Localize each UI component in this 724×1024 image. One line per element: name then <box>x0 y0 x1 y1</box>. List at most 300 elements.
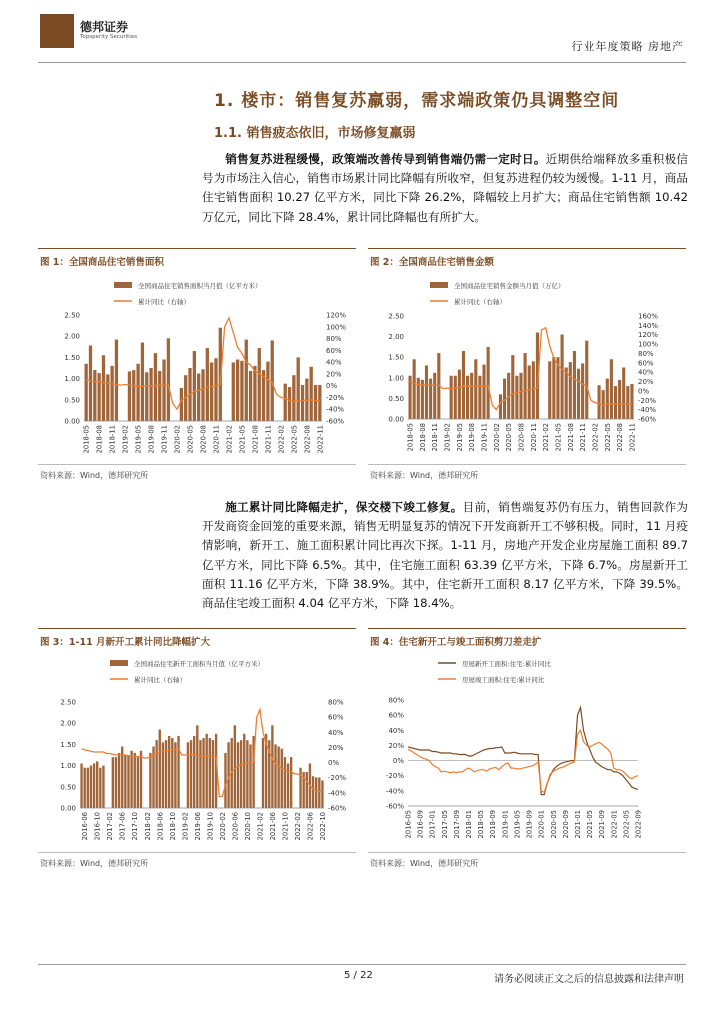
x-tick-label: 2022-02 <box>591 423 600 452</box>
y-right-tick-label: 40% <box>638 368 654 377</box>
y-tick-label: 60% <box>388 711 404 720</box>
x-tick-label: 2019-02 <box>121 425 130 454</box>
bar <box>598 385 601 419</box>
fig2-bottom-rule <box>368 464 686 465</box>
x-tick-label: 2017-05 <box>440 810 449 839</box>
bar <box>271 340 274 421</box>
y-right-tick-label: -40% <box>326 405 345 414</box>
bar <box>561 335 564 419</box>
bar <box>137 757 139 808</box>
x-tick-label: 2020-11 <box>529 423 538 452</box>
y-right-tick-label: -60% <box>328 804 347 813</box>
bar <box>290 757 292 808</box>
bar <box>618 380 621 419</box>
x-tick-label: 2020-09 <box>561 810 570 839</box>
y-left-tick-label: 2.50 <box>388 312 404 321</box>
bar <box>474 359 477 419</box>
paragraph-sales-body: 近期供给端释放多重积极信号为市场注入信心，销售市场累计同比降幅有所收窄，但复苏进程仍较为缓慢。1-11 月，商品住宅销售面积 10.27 亿平方米，同比下降 26.2%，降幅较上月扩大；商品住宅销售额 10.42 万亿元，同比下降 28.4%，累计同比降幅也有所扩大。 <box>202 152 688 224</box>
bar <box>237 742 239 808</box>
bar <box>96 761 98 808</box>
y-right-tick-label: -40% <box>328 789 347 798</box>
bar <box>299 768 301 808</box>
x-tick-label: 2020-11 <box>212 425 221 454</box>
x-tick-label: 2020-05 <box>186 425 195 454</box>
bar <box>281 749 283 808</box>
bar <box>470 373 473 419</box>
cumulative-yoy-line <box>82 710 323 797</box>
y-left-tick-label: 0.00 <box>388 415 404 424</box>
y-tick-label: 20% <box>388 741 404 750</box>
bar <box>314 385 317 421</box>
y-right-tick-label: -20% <box>638 396 657 405</box>
bar <box>140 751 142 808</box>
x-tick-label: 2021-01 <box>573 810 582 839</box>
x-tick-label: 2018-05 <box>82 425 91 454</box>
footer-divider <box>38 964 686 965</box>
bar <box>201 369 204 421</box>
bar <box>158 371 161 421</box>
fig2-title: 图 2：全国商品住宅销售金额 <box>370 257 494 268</box>
x-tick-label: 2018-05 <box>406 423 415 452</box>
bar <box>162 742 164 808</box>
bar <box>482 365 485 419</box>
fig2-top-rule <box>368 248 686 249</box>
bar <box>202 738 204 808</box>
y-left-tick-label: 1.00 <box>388 374 404 383</box>
x-tick-label: 2020-10 <box>243 812 252 841</box>
series-line <box>408 730 638 792</box>
x-tick-label: 2022-02 <box>293 812 302 841</box>
bar <box>585 341 588 419</box>
bar <box>466 376 469 419</box>
bar <box>136 364 139 421</box>
bar <box>262 738 264 808</box>
bar <box>499 394 502 419</box>
legend-swatch-bar <box>430 282 448 288</box>
bar <box>312 776 314 808</box>
bar <box>84 768 86 808</box>
page-number: 5 / 22 <box>344 970 373 981</box>
y-left-tick-label: 0.00 <box>60 804 76 813</box>
bar <box>318 777 320 808</box>
bar <box>569 362 572 419</box>
bar <box>487 347 490 419</box>
x-tick-label: 2022-10 <box>318 812 327 841</box>
x-tick-label: 2016-10 <box>93 812 102 841</box>
x-tick-label: 2020-05 <box>505 423 514 452</box>
legend-swatch-bar <box>114 282 132 288</box>
bar <box>450 376 453 419</box>
bar <box>234 725 236 808</box>
bar <box>413 359 416 419</box>
x-tick-label: 2021-08 <box>566 423 575 452</box>
bar <box>277 747 279 808</box>
fig3-top-rule <box>38 628 356 629</box>
y-right-tick-label: -20% <box>328 774 347 783</box>
bar <box>128 371 131 421</box>
logo-subtitle: Topsperity Securities <box>80 34 138 40</box>
y-right-tick-label: -60% <box>638 415 657 424</box>
bar <box>127 755 129 808</box>
y-right-tick-label: 40% <box>326 358 342 367</box>
x-tick-label: 2021-02 <box>256 812 265 841</box>
y-left-tick-label: 0.00 <box>64 417 80 426</box>
x-tick-label: 2022-01 <box>610 810 619 839</box>
bar <box>210 362 213 421</box>
fig1-bottom-rule <box>38 464 356 465</box>
bar <box>212 740 214 808</box>
x-tick-label: 2019-10 <box>206 812 215 841</box>
y-right-tick-label: 20% <box>326 370 342 379</box>
fig1-top-rule <box>38 248 356 249</box>
bar <box>177 736 179 808</box>
bar <box>159 730 161 808</box>
bar <box>524 353 527 419</box>
bar <box>577 369 580 419</box>
bar <box>614 386 617 419</box>
y-left-tick-label: 2.00 <box>388 333 404 342</box>
bar <box>240 361 243 421</box>
x-tick-label: 2017-09 <box>452 810 461 839</box>
bar <box>321 780 323 808</box>
bar <box>124 755 126 808</box>
bar <box>292 375 295 421</box>
footer-disclaimer: 请务必阅读正文之后的信息披露和法律声明 <box>494 974 684 985</box>
bar <box>206 348 209 421</box>
x-tick-label: 2020-08 <box>517 423 526 452</box>
bar <box>99 768 101 808</box>
bar <box>478 376 481 419</box>
x-tick-label: 2019-11 <box>480 423 489 452</box>
y-left-tick-label: 2.50 <box>60 698 76 707</box>
y-left-tick-label: 2.50 <box>64 311 80 320</box>
y-tick-label: -40% <box>385 787 404 796</box>
bar <box>318 385 321 421</box>
x-tick-label: 2021-11 <box>264 425 273 454</box>
bar <box>115 757 117 808</box>
bar <box>110 366 113 421</box>
bar <box>284 757 286 808</box>
x-tick-label: 2022-09 <box>634 810 643 839</box>
bar <box>458 370 461 419</box>
bar <box>106 374 109 421</box>
y-left-tick-label: 1.50 <box>64 353 80 362</box>
bar <box>552 357 555 419</box>
x-tick-label: 2021-06 <box>268 812 277 841</box>
fig3-chart <box>38 652 356 848</box>
bar <box>288 387 291 421</box>
bar <box>232 362 235 421</box>
y-left-tick-label: 2.00 <box>64 332 80 341</box>
fig3-bottom-rule <box>38 852 356 853</box>
x-tick-label: 2019-01 <box>501 810 510 839</box>
header-category: 行业年度策略 房地产 <box>571 40 684 53</box>
bar <box>187 742 189 808</box>
bar <box>199 740 201 808</box>
x-tick-label: 2019-09 <box>525 810 534 839</box>
fig4-chart <box>368 652 686 848</box>
x-tick-label: 2018-11 <box>431 423 440 452</box>
x-tick-label: 2020-02 <box>218 812 227 841</box>
bar <box>196 725 198 808</box>
x-tick-label: 2017-06 <box>118 812 127 841</box>
fig4-bottom-rule <box>368 852 686 853</box>
x-tick-label: 2020-06 <box>231 812 240 841</box>
fig2-chart <box>368 270 686 462</box>
x-tick-label: 2018-05 <box>477 810 486 839</box>
legend-label: 房屋竣工面积:住宅:累计同比 <box>462 676 545 684</box>
bar <box>180 388 183 421</box>
x-tick-label: 2019-02 <box>443 423 452 452</box>
bar <box>171 738 173 808</box>
paragraph-construction <box>202 498 688 613</box>
bar <box>154 353 157 421</box>
y-right-tick-label: 20% <box>638 378 654 387</box>
bar <box>162 360 165 421</box>
bar <box>433 373 436 419</box>
bar <box>606 379 609 419</box>
x-tick-label: 2022-02 <box>277 425 286 454</box>
x-tick-label: 2019-05 <box>134 425 143 454</box>
x-tick-label: 2017-10 <box>131 812 140 841</box>
x-tick-label: 2017-01 <box>428 810 437 839</box>
bar <box>130 751 132 808</box>
bar <box>315 777 317 808</box>
x-tick-label: 2016-06 <box>81 812 90 841</box>
y-tick-label: 40% <box>388 726 404 735</box>
bar <box>167 338 170 421</box>
x-tick-label: 2021-05 <box>586 810 595 839</box>
legend-label: 全国商品住宅销售金额当月值（万亿） <box>454 282 565 290</box>
bar <box>193 736 195 808</box>
bar <box>249 744 251 808</box>
x-tick-label: 2019-06 <box>193 812 202 841</box>
header-divider <box>38 62 686 63</box>
y-left-tick-label: 0.50 <box>64 396 80 405</box>
x-tick-label: 2020-08 <box>199 425 208 454</box>
fig3-source: 资料来源：Wind，德邦研究所 <box>40 859 149 868</box>
x-tick-label: 2016-05 <box>404 810 413 839</box>
bar <box>134 753 136 808</box>
logo-mark <box>40 14 74 48</box>
bar <box>630 384 633 419</box>
paragraph-construction-body: 目前，销售端复苏仍有压力，销售回款作为开发商资金回笼的重要来源，销售无明显复苏的情况下开发商新开工不够积极。同时，11 月疫情影响，新开工、施工面积累计同比再次下探。1-11 月，房地产开发企业房屋施工面积 89.7 亿平方米，同比下降 6.5%。其中，住宅施工面积 63.39 亿平方米，下降 6.7%。房屋新开工面积 11.16 亿平方米，下降 38.9%。其中，住宅新开工面积 8.17 亿平方米，下降 39.5%。商品住宅竣工面积 4.04 亿平方米，下降 18.4%。 <box>202 500 688 611</box>
bar <box>93 370 96 421</box>
y-right-tick-label: 140% <box>638 321 659 330</box>
x-tick-label: 2018-02 <box>143 812 152 841</box>
x-tick-label: 2022-11 <box>316 425 325 454</box>
bar <box>245 340 248 421</box>
y-right-tick-label: 40% <box>328 728 344 737</box>
bar <box>306 772 308 808</box>
y-right-tick-label: -20% <box>326 393 345 402</box>
y-right-tick-label: 80% <box>328 698 344 707</box>
bar <box>145 372 148 421</box>
bar <box>206 734 208 808</box>
x-tick-label: 2022-06 <box>306 812 315 841</box>
y-right-tick-label: 20% <box>328 743 344 752</box>
x-tick-label: 2020-05 <box>549 810 558 839</box>
bar <box>310 367 313 421</box>
bar <box>112 757 114 808</box>
x-tick-label: 2021-11 <box>579 423 588 452</box>
y-right-tick-label: 60% <box>326 346 342 355</box>
logo-name: 德邦证券 <box>80 20 129 34</box>
series-line <box>408 708 638 795</box>
bar <box>581 363 584 419</box>
bar <box>132 370 135 421</box>
bar <box>287 763 289 808</box>
bar <box>197 374 200 421</box>
fig1-chart <box>38 270 356 462</box>
bar <box>90 766 92 808</box>
bar <box>209 738 211 808</box>
bar <box>626 386 629 419</box>
fig4-source: 资料来源：Wind，德邦研究所 <box>370 859 479 868</box>
x-tick-label: 2019-11 <box>160 425 169 454</box>
bar <box>224 753 226 808</box>
y-right-tick-label: 120% <box>638 331 659 340</box>
bar <box>565 368 568 420</box>
legend-label: 累计同比（右轴） <box>138 298 190 306</box>
legend-swatch-bar <box>110 660 128 666</box>
bar <box>258 348 261 421</box>
y-left-tick-label: 1.50 <box>388 353 404 362</box>
paragraph-construction-lead: 施工累计同比降幅走扩，保交楼下竣工修复。 <box>225 500 463 514</box>
y-right-tick-label: 0% <box>326 382 338 391</box>
y-left-tick-label: 0.50 <box>388 394 404 403</box>
x-tick-label: 2021-08 <box>251 425 260 454</box>
y-right-tick-label: 80% <box>326 335 342 344</box>
bar <box>274 744 276 808</box>
bar <box>421 380 424 419</box>
y-tick-label: -60% <box>385 802 404 811</box>
bar <box>246 740 248 808</box>
bar <box>284 384 287 421</box>
bar <box>87 768 89 808</box>
y-right-tick-label: 100% <box>638 340 659 349</box>
y-right-tick-label: 120% <box>326 311 347 320</box>
x-tick-label: 2018-11 <box>108 425 117 454</box>
bar <box>102 766 104 808</box>
x-tick-label: 2021-09 <box>598 810 607 839</box>
x-tick-label: 2021-10 <box>281 812 290 841</box>
bar <box>271 725 273 808</box>
bar <box>266 362 269 421</box>
bar <box>610 359 613 419</box>
bar <box>253 366 256 421</box>
legend-label: 全国商品住宅销售面积当月值（亿平方米） <box>138 282 262 290</box>
legend-label: 累计同比（右轴） <box>454 298 506 306</box>
bar <box>301 385 304 421</box>
fig4-top-rule <box>368 628 686 629</box>
x-tick-label: 2019-08 <box>468 423 477 452</box>
bar <box>80 763 82 808</box>
paragraph-sales-lead: 销售复苏进程缓慢，政策端改善传导到销售端仍需一定时日。 <box>225 152 546 166</box>
y-right-tick-label: 0% <box>638 387 650 396</box>
x-tick-label: 2018-09 <box>489 810 498 839</box>
x-tick-label: 2022-11 <box>628 423 637 452</box>
bar <box>548 361 551 419</box>
y-left-tick-label: 0.50 <box>60 783 76 792</box>
y-right-tick-label: -40% <box>638 406 657 415</box>
x-tick-label: 2018-08 <box>95 425 104 454</box>
bar <box>240 740 242 808</box>
x-tick-label: 2018-08 <box>418 423 427 452</box>
x-tick-label: 2021-02 <box>225 425 234 454</box>
bar <box>532 361 535 419</box>
y-tick-label: -20% <box>385 772 404 781</box>
bar <box>174 742 176 808</box>
fig1-title: 图 1：全国商品住宅销售面积 <box>40 257 164 268</box>
x-tick-label: 2021-05 <box>554 423 563 452</box>
bar <box>89 346 92 421</box>
bar <box>515 376 518 419</box>
x-tick-label: 2022-05 <box>603 423 612 452</box>
x-tick-label: 2020-02 <box>173 425 182 454</box>
legend-label: 全国商品住宅新开工面积当月值（亿平方米） <box>134 660 264 668</box>
bar <box>573 351 576 419</box>
legend-label: 累计同比（右轴） <box>134 676 186 684</box>
y-left-tick-label: 1.00 <box>64 375 80 384</box>
y-left-tick-label: 1.00 <box>60 762 76 771</box>
y-right-tick-label: 60% <box>638 359 654 368</box>
y-left-tick-label: 2.00 <box>60 719 76 728</box>
paragraph-sales <box>202 150 688 227</box>
y-right-tick-label: 100% <box>326 323 347 332</box>
y-right-tick-label: -60% <box>326 417 345 426</box>
bar <box>118 753 120 808</box>
bar <box>141 343 144 421</box>
y-tick-label: 0% <box>392 757 404 766</box>
fig4-title: 图 4：住宅新开工与竣工面积剪刀差走扩 <box>370 637 542 648</box>
bar <box>98 373 101 421</box>
bar <box>193 351 196 421</box>
x-tick-label: 2019-08 <box>147 425 156 454</box>
x-tick-label: 2017-02 <box>106 812 115 841</box>
bar <box>214 358 217 421</box>
bar <box>190 740 192 808</box>
x-tick-label: 2021-05 <box>238 425 247 454</box>
subsection-heading: 1.1. 销售疲态依旧，市场修复羸弱 <box>214 126 416 141</box>
fig2-source: 资料来源：Wind，德邦研究所 <box>370 471 479 480</box>
x-tick-label: 2022-08 <box>303 425 312 454</box>
bar <box>243 734 245 808</box>
bar <box>511 355 514 419</box>
bar <box>454 376 457 419</box>
bar <box>102 355 105 421</box>
bar <box>297 357 300 421</box>
bar <box>425 365 428 419</box>
x-tick-label: 2018-01 <box>465 810 474 839</box>
section-heading: 1. 楼市：销售复苏羸弱，需求端政策仍具调整空间 <box>214 91 620 111</box>
bar <box>115 340 118 421</box>
x-tick-label: 2020-02 <box>492 423 501 452</box>
x-tick-label: 2022-05 <box>290 425 299 454</box>
bar <box>519 373 522 419</box>
x-tick-label: 2022-08 <box>616 423 625 452</box>
bar <box>155 740 157 808</box>
bar <box>622 368 625 420</box>
bar <box>121 747 123 808</box>
y-left-tick-label: 1.50 <box>60 740 76 749</box>
bar <box>168 736 170 808</box>
y-right-tick-label: 60% <box>328 713 344 722</box>
x-tick-label: 2016-09 <box>416 810 425 839</box>
x-tick-label: 2020-01 <box>537 810 546 839</box>
x-tick-label: 2018-06 <box>156 812 165 841</box>
x-tick-label: 2019-05 <box>455 423 464 452</box>
